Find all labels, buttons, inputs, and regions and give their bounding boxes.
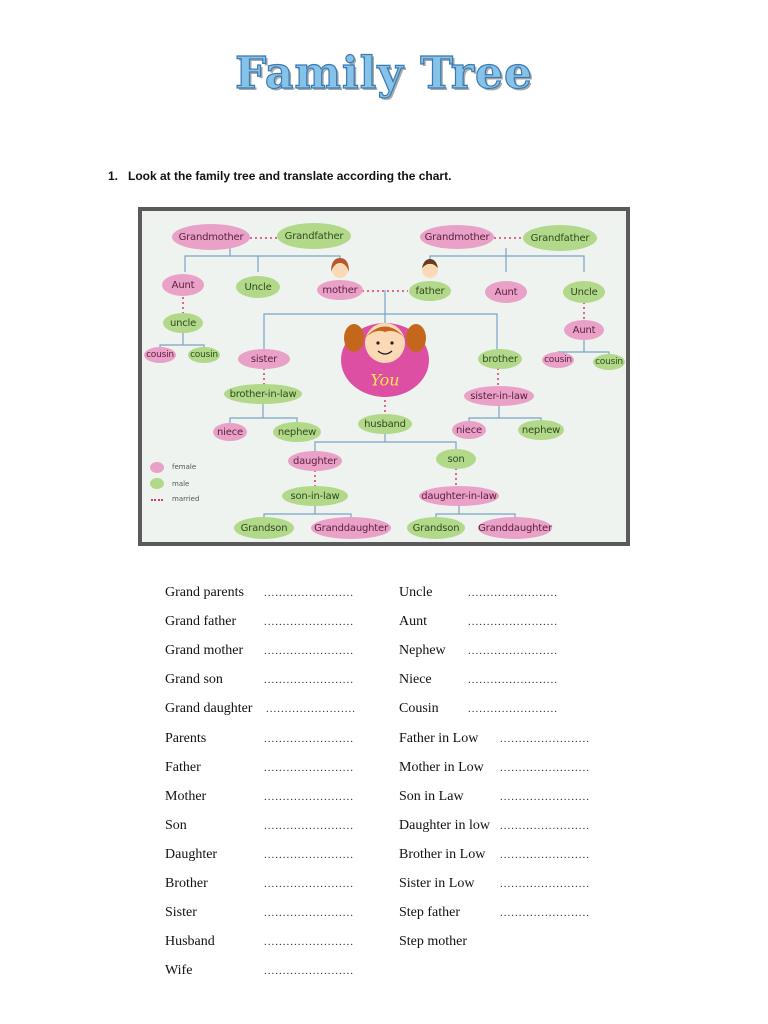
- vocab-left-word: Husband: [165, 934, 215, 950]
- vocab-right-word: Aunt: [399, 614, 427, 630]
- vocab-right-word: Step mother: [399, 934, 468, 950]
- vocab-left-word: Grand son: [165, 672, 223, 688]
- vocab-right-word: Son in Law: [399, 788, 464, 804]
- node-brother-in-law: brother-in-law: [224, 384, 302, 404]
- answer-blank[interactable]: ........................: [264, 936, 354, 949]
- vocab-right-word: Mother in Low: [399, 759, 484, 775]
- answer-blank[interactable]: ........................: [264, 965, 354, 978]
- answer-blank[interactable]: ........................: [264, 616, 354, 629]
- node-grandfather-right: Grandfather: [523, 225, 597, 251]
- node-daughter: daughter: [288, 451, 342, 471]
- answer-blank[interactable]: ........................: [468, 645, 558, 658]
- answer-blank[interactable]: ........................: [468, 703, 558, 716]
- vocab-left-word: Son: [165, 817, 187, 833]
- instruction-number: 1.: [108, 169, 119, 183]
- node-daughter-in-law: daughter-in-law: [419, 486, 499, 506]
- answer-blank[interactable]: ........................: [500, 907, 590, 920]
- node-sister: sister: [238, 349, 290, 369]
- vocab-right-word: Daughter in low: [399, 817, 490, 833]
- node-sister-in-law: sister-in-law: [464, 386, 534, 406]
- legend-female-label: female: [172, 463, 197, 471]
- node-aunt-left: Aunt: [162, 274, 204, 296]
- vocab-left-word: Mother: [165, 788, 207, 804]
- answer-blank[interactable]: ........................: [266, 703, 356, 716]
- answer-blank[interactable]: ........................: [264, 645, 354, 658]
- vocab-left-word: Wife: [165, 963, 193, 979]
- vocab-left-word: Grand daughter: [165, 701, 253, 717]
- node-niece-left: niece: [213, 423, 247, 441]
- answer-blank[interactable]: ........................: [500, 878, 590, 890]
- legend-married-label: married: [172, 495, 200, 503]
- node-cousin-1: cousin: [144, 347, 176, 363]
- node-son: son: [436, 449, 476, 469]
- vocab-right-word: Uncle: [399, 585, 433, 600]
- node-mother: mother: [317, 280, 363, 300]
- node-husband: husband: [358, 414, 412, 434]
- node-granddaughter-right: Granddaughter: [478, 517, 552, 539]
- node-nephew-right: nephew: [518, 420, 564, 440]
- vocab-left-word: Parents: [165, 730, 207, 746]
- node-cousin-3: cousin: [542, 352, 574, 368]
- node-grandson-right: Grandson: [407, 517, 465, 539]
- instruction: [108, 169, 451, 183]
- answer-blank[interactable]: ........................: [468, 587, 558, 599]
- node-son-in-law: son-in-law: [282, 486, 348, 506]
- node-nephew-left: nephew: [273, 422, 321, 442]
- instruction-text: Look at the family tree and translate according the chart.: [128, 169, 452, 183]
- legend-married-line: [151, 499, 163, 501]
- answer-blank[interactable]: ........................: [264, 907, 354, 920]
- node-you: You: [370, 370, 400, 390]
- answer-blank[interactable]: ........................: [500, 819, 590, 832]
- node-grandson-left: Grandson: [234, 517, 294, 539]
- node-grandmother-left: Grandmother: [172, 224, 250, 250]
- vocab-left-word: Grand father: [165, 614, 237, 630]
- vocab-right-word: Sister in Low: [399, 876, 475, 891]
- answer-blank[interactable]: ........................: [468, 674, 558, 687]
- node-granddaughter-left: Granddaughter: [311, 517, 391, 539]
- answer-blank[interactable]: ........................: [500, 761, 590, 774]
- node-cousin-4: cousin: [593, 354, 625, 370]
- vocab-left-word: Grand parents: [165, 585, 244, 600]
- vocab-right-word: Step father: [399, 905, 461, 921]
- answer-blank[interactable]: ........................: [500, 848, 590, 861]
- node-aunt-married-to-uncle: Aunt: [564, 320, 604, 340]
- node-grandfather-left: Grandfather: [277, 223, 351, 249]
- answer-blank[interactable]: ........................: [468, 616, 558, 629]
- vocab-right-word: Nephew: [399, 643, 446, 659]
- legend-male-label: male: [172, 480, 190, 488]
- answer-blank[interactable]: ........................: [500, 790, 590, 803]
- vocab-left-word: Grand mother: [165, 643, 244, 659]
- vocab-right-word: Niece: [399, 672, 432, 688]
- vocab-left-word: Father: [165, 759, 201, 775]
- node-brother: brother: [478, 349, 522, 369]
- vocab-right-word: Cousin: [399, 701, 439, 717]
- answer-blank[interactable]: ........................: [264, 878, 354, 890]
- answer-blank[interactable]: ........................: [500, 732, 590, 745]
- vocab-left-word: Brother: [165, 876, 208, 891]
- vocab-right-word: Brother in Low: [399, 846, 486, 862]
- node-uncle-left: Uncle: [236, 276, 280, 298]
- answer-blank[interactable]: ........................: [264, 761, 354, 774]
- answer-blank[interactable]: ........................: [264, 674, 354, 687]
- node-father: father: [409, 281, 451, 301]
- answer-blank[interactable]: ........................: [264, 848, 354, 861]
- vocab-left-word: Daughter: [165, 846, 218, 862]
- node-uncle-right: Uncle: [563, 281, 605, 303]
- legend-female-swatch: [150, 462, 164, 473]
- node-niece-right: niece: [452, 421, 486, 439]
- node-uncle-married-to-aunt: uncle: [163, 313, 203, 333]
- answer-blank[interactable]: ........................: [264, 587, 354, 599]
- answer-blank[interactable]: ........................: [264, 732, 354, 745]
- page-title: Family Tree: [235, 48, 533, 99]
- vocab-left-word: Sister: [165, 905, 197, 921]
- vocab-right-word: Father in Low: [399, 730, 479, 746]
- node-grandmother-right: Grandmother: [420, 225, 494, 249]
- legend-male-swatch: [150, 478, 164, 489]
- node-aunt-right: Aunt: [485, 281, 527, 303]
- answer-blank[interactable]: ........................: [264, 790, 354, 803]
- answer-blank[interactable]: ........................: [264, 819, 354, 832]
- node-cousin-2: cousin: [188, 347, 220, 363]
